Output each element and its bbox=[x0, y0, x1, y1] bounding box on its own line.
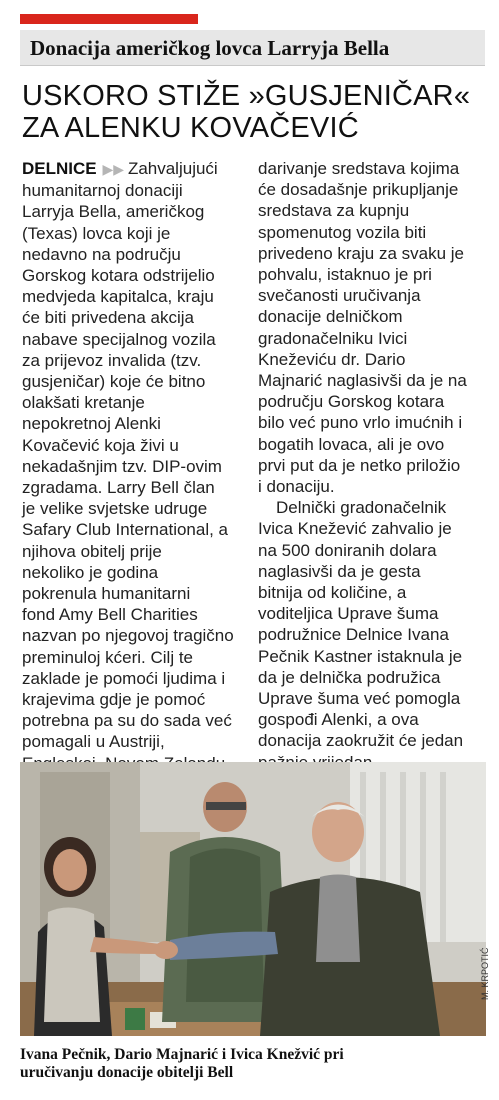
article-line: svečanosti uručivanja bbox=[258, 286, 421, 306]
article-line: preminuloj kćeri. Cilj te bbox=[22, 647, 193, 667]
article-line: Kneževiću dr. Dario bbox=[258, 349, 406, 369]
article-line: krajevima gdje je pomoć bbox=[22, 690, 206, 710]
article-line: nedavno na području bbox=[22, 244, 181, 264]
article-text: Zahvaljujući bbox=[127, 159, 218, 178]
article-line: je velike svjetske udruge bbox=[22, 499, 208, 519]
article-line: voditeljica Uprave šuma bbox=[258, 604, 439, 624]
headline-line-1: USKORO STIŽE »GUSJENIČAR« bbox=[22, 80, 471, 112]
photo-credit: M. KRPOTIĆ bbox=[480, 947, 490, 1000]
headline-line-2: ZA ALENKU KOVAČEVIĆ bbox=[22, 112, 359, 144]
caption-line-2: uručivanju donacije obitelji Bell bbox=[20, 1064, 234, 1081]
article-line: donacija zaokružit će jedan bbox=[258, 731, 464, 751]
article-line: području Gorskog kotara bbox=[258, 392, 445, 412]
article-photo bbox=[20, 762, 486, 1036]
article-line: Kovačević koja živi u bbox=[22, 435, 179, 455]
article-line: će dosadašnje prikupljanje bbox=[258, 180, 459, 200]
article-line: Safary Club International, a bbox=[22, 520, 229, 540]
article-line: nekoliko je godina bbox=[22, 562, 159, 582]
section-accent-bar bbox=[20, 14, 198, 24]
article-line: Pečnik Kastner istaknula je bbox=[258, 646, 463, 666]
article-line: prvi put da je netko priložio bbox=[258, 455, 461, 475]
article-line: medvjeda kapitalca, kraju bbox=[22, 287, 214, 307]
article-line: humanitarnoj donaciji bbox=[22, 181, 183, 201]
article-line: Larryja Bella, američkog bbox=[22, 202, 205, 222]
article-line: gospođi Alenki, a ova bbox=[258, 710, 419, 730]
article-line: pohvalu, istaknuo je pri bbox=[258, 265, 432, 285]
double-arrow-icon: ▶▶ bbox=[98, 161, 128, 177]
article-line: pokrenula humanitarni bbox=[22, 584, 191, 604]
headline bbox=[22, 80, 484, 144]
article-line: nazvan po njegovoj tragično bbox=[22, 626, 234, 646]
kicker-bar: Donacija američkog lovca Larryja Bella bbox=[20, 30, 485, 66]
article-line: njihova obitelj prije bbox=[22, 541, 162, 561]
article-line: Uprave šuma već pomogla bbox=[258, 689, 461, 709]
article-line: Gorskog kotara odstrijelio bbox=[22, 266, 215, 286]
article-line: naglasivši da je gesta bbox=[258, 561, 421, 581]
article-column-left bbox=[22, 158, 247, 795]
article-line: bogatih lovaca, ali je ovo bbox=[258, 434, 445, 454]
article-line: nabave specijalnog vozila bbox=[22, 329, 216, 349]
article-line: će biti privedena akcija bbox=[22, 308, 194, 328]
article-line: na 500 doniranih dolara bbox=[258, 540, 437, 560]
article-line: zgradama. Larry Bell član bbox=[22, 478, 215, 498]
article-line: sredstava za kupnju bbox=[258, 201, 410, 221]
article-line: nekadašnjim tzv. DIP-ovim bbox=[22, 456, 222, 476]
article-line: bitnija od količine, a bbox=[258, 583, 407, 603]
article-line: Delnički gradonačelnik bbox=[276, 498, 447, 518]
article-line: pomagali u Austriji, bbox=[22, 732, 165, 752]
article-line: nepokretnoj Alenki bbox=[22, 414, 161, 434]
article-line: (Texas) lovca koji je bbox=[22, 223, 171, 243]
article-line: potrebna pa su do sada već bbox=[22, 711, 232, 731]
article-line: privedeno kraju za svaku je bbox=[258, 243, 465, 263]
article-line: Ivica Knežević zahvalio je bbox=[258, 519, 452, 539]
article-line: za prijevoz invalida (tzv. bbox=[22, 350, 202, 370]
article-line: bilo već puno vrlo imućnih i bbox=[258, 413, 463, 433]
article-line: fond Amy Bell Charities bbox=[22, 605, 198, 625]
article-line: Majnarić naglasivši da je na bbox=[258, 371, 467, 391]
article-line: zaklade je pomoći ljudima i bbox=[22, 668, 226, 688]
article-line: olakšati kretanje bbox=[22, 393, 145, 413]
article-line: i donaciju. bbox=[258, 477, 335, 497]
article-column-right bbox=[258, 158, 488, 794]
article-line: donacije delničkom bbox=[258, 307, 403, 327]
article-line: da je delnička podružica bbox=[258, 667, 441, 687]
photo-caption bbox=[20, 1046, 470, 1082]
article-line bbox=[22, 158, 247, 180]
caption-line-1: Ivana Pečnik, Dario Majnarić i Ivica Knežvić pri bbox=[20, 1046, 344, 1063]
article-line: podružnice Delnice Ivana bbox=[258, 625, 449, 645]
dateline: DELNICE bbox=[22, 159, 97, 178]
article-line: spomenutog vozila biti bbox=[258, 222, 427, 242]
article-line: darivanje sredstava kojima bbox=[258, 159, 460, 178]
article-line: gusjeničar) koje će bitno bbox=[22, 372, 206, 392]
photo-illustration bbox=[20, 762, 486, 1036]
article-line: gradonačelniku Ivici bbox=[258, 328, 408, 348]
